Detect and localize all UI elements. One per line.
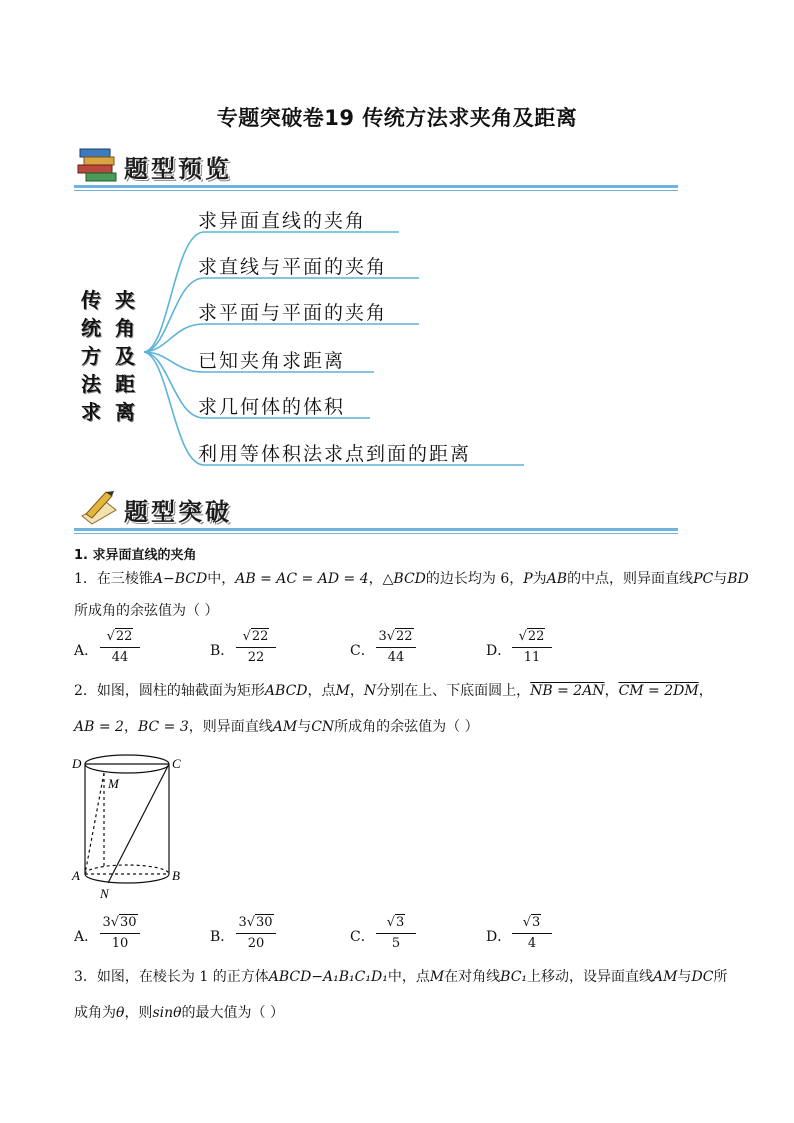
text: ，则异面直线 <box>188 719 273 735</box>
question-1-line-2: 所成角的余弦值为（ ） <box>74 603 219 619</box>
root-char: 方 <box>81 344 101 368</box>
choice-label: D． <box>486 643 512 659</box>
mindmap-branch: 求异面直线的夹角 <box>198 210 367 232</box>
denominator: 10 <box>111 936 129 951</box>
math: ABCD <box>264 683 308 699</box>
text: 在对角线 <box>444 969 501 985</box>
fraction: √22 11 <box>512 628 552 667</box>
fraction: √3 4 <box>512 914 552 953</box>
fraction: 3√30 20 <box>236 914 276 953</box>
math: DC <box>691 969 714 985</box>
text: 为 <box>532 571 547 587</box>
banner-rule <box>74 185 678 188</box>
math: sinθ <box>152 1005 182 1021</box>
denominator: 44 <box>387 650 405 665</box>
preview-heading: 题型预览 <box>124 155 232 183</box>
text: 1．在三棱锥 <box>74 571 153 587</box>
banner-rule-thin <box>74 533 678 534</box>
root-char: 离 <box>115 400 135 424</box>
text: 分别在上、下底面圆上， <box>376 683 531 699</box>
math: AB <box>546 571 568 587</box>
mindmap-connectors <box>74 200 534 470</box>
math: AB = 2 <box>74 719 124 735</box>
banner-rule-thin <box>74 190 678 191</box>
radicand: 22 <box>527 629 545 644</box>
math: CN <box>311 719 335 735</box>
question-2-line-1 <box>74 680 713 700</box>
type-mindmap <box>74 200 534 470</box>
radicand: 22 <box>115 629 133 644</box>
math: N <box>363 683 377 699</box>
mindmap-branch: 求几何体的体积 <box>198 396 346 418</box>
coef: 3 <box>238 915 247 930</box>
math: P <box>523 571 533 587</box>
choice-label: B． <box>210 643 235 659</box>
root-char: 夹 <box>115 288 135 312</box>
mindmap-root-col1 <box>80 286 102 426</box>
radicand: 22 <box>396 629 413 644</box>
math: BD <box>727 571 749 587</box>
banner-rule <box>74 528 678 531</box>
fraction: √3 5 <box>376 914 416 953</box>
root-char: 求 <box>81 400 101 424</box>
denominator: 5 <box>391 936 401 951</box>
text: ，则 <box>124 1005 153 1021</box>
text: ， <box>349 683 364 699</box>
choice-label: A． <box>74 929 99 945</box>
math: BC = 3 <box>137 719 189 735</box>
math: BCD <box>393 571 426 587</box>
coef: 3 <box>102 915 111 930</box>
label-C: C <box>172 756 181 771</box>
text: 3．如图，在棱长为 1 的正方体 <box>74 969 269 985</box>
choice-label: D． <box>486 929 512 945</box>
label-A: A <box>72 868 80 883</box>
question-1-choices <box>74 628 594 668</box>
text: 的边长均为 6， <box>425 571 524 587</box>
label-B: B <box>172 868 180 883</box>
choice-label: C． <box>350 643 375 659</box>
label-D: D <box>72 756 82 771</box>
math: θ <box>116 1005 125 1021</box>
books-icon <box>76 145 122 185</box>
root-char: 及 <box>115 344 135 368</box>
fraction: 3√30 10 <box>100 914 140 953</box>
root-char: 法 <box>81 372 101 396</box>
cylinder-figure <box>68 752 188 902</box>
fraction: √22 22 <box>236 628 276 667</box>
question-3-line-2 <box>74 1002 284 1022</box>
text: ， <box>604 683 619 699</box>
math: AM <box>272 719 298 735</box>
breakthrough-heading: 题型突破 <box>124 498 232 526</box>
fraction: 3√22 44 <box>376 628 416 667</box>
preview-banner <box>74 145 678 195</box>
text: 中， <box>207 571 236 587</box>
denominator: 20 <box>247 936 265 951</box>
math-arc: CM = 2DM <box>618 683 699 699</box>
root-char: 距 <box>115 372 135 396</box>
question-3-line-1 <box>74 966 727 986</box>
text: ，△ <box>368 571 394 587</box>
math: M <box>335 683 350 699</box>
radicand: 30 <box>256 915 273 930</box>
text: 成角为 <box>74 1005 116 1021</box>
denominator: 4 <box>527 936 537 951</box>
denominator: 22 <box>247 650 265 665</box>
text: 2．如图，圆柱的轴截面为矩形 <box>74 683 265 699</box>
question-2-choices <box>74 914 594 954</box>
math: BC₁ <box>500 969 528 985</box>
mindmap-branch: 求直线与平面的夹角 <box>198 256 388 278</box>
document-title: 专题突破卷19 传统方法求夹角及距离 <box>216 106 578 130</box>
denominator: 44 <box>111 650 129 665</box>
label-M: M <box>108 776 119 791</box>
choice-label: C． <box>350 929 375 945</box>
text: 中，点 <box>387 969 430 985</box>
text: ， <box>123 719 138 735</box>
text: ， <box>698 683 713 699</box>
mindmap-branch: 利用等体积法求点到面的距离 <box>198 443 472 465</box>
choice-label: B． <box>210 929 235 945</box>
text: 的中点，则异面直线 <box>567 571 694 587</box>
text: 所 <box>713 969 728 985</box>
math: AB = AC = AD = 4 <box>235 571 369 587</box>
root-char: 角 <box>115 316 135 340</box>
fraction: √22 44 <box>100 628 140 667</box>
breakthrough-banner <box>74 488 678 538</box>
label-N: N <box>100 886 109 901</box>
question-2-line-2 <box>74 716 479 736</box>
text: 与 <box>677 969 692 985</box>
text: 上移动，设异面直线 <box>527 969 654 985</box>
math: A−BCD <box>152 571 208 587</box>
root-char: 统 <box>81 316 101 340</box>
text: 与 <box>713 571 728 587</box>
mindmap-branch: 已知夹角求距离 <box>198 350 346 372</box>
radicand: 3 <box>532 915 541 930</box>
notebook-pencil-icon <box>76 488 122 528</box>
coef: 3 <box>378 629 387 644</box>
text: 所成角的余弦值为（ ） <box>334 719 479 735</box>
math-arc: NB = 2AN <box>530 683 605 699</box>
radicand: 3 <box>396 915 405 930</box>
radicand: 30 <box>120 915 137 930</box>
math: AM <box>653 969 678 985</box>
radicand: 22 <box>251 629 269 644</box>
math: ABCD−A₁B₁C₁D₁ <box>268 969 388 985</box>
text: ，点 <box>307 683 336 699</box>
choice-label: A． <box>74 643 99 659</box>
denominator: 11 <box>523 650 541 665</box>
text: 与 <box>297 719 312 735</box>
root-char: 传 <box>81 288 101 312</box>
section-heading: 1. 求异面直线的夹角 <box>74 548 197 563</box>
text: 的最大值为（ ） <box>181 1005 284 1021</box>
mindmap-root-col2 <box>114 286 136 426</box>
question-1-line-1 <box>74 568 749 588</box>
math: PC <box>693 571 714 587</box>
math: M <box>429 969 445 985</box>
mindmap-branch: 求平面与平面的夹角 <box>198 302 388 324</box>
